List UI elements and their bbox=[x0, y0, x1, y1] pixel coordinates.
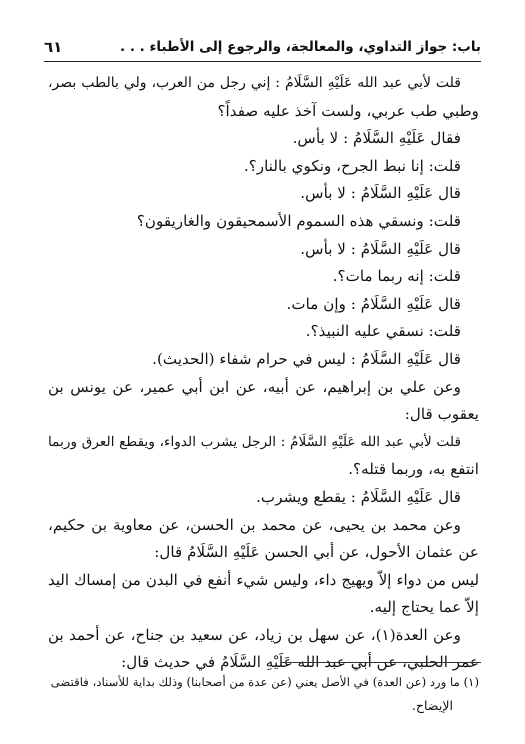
text-line: قلت: إنا نبط الجرح، ونكوي بالنار؟. bbox=[243, 156, 461, 175]
footnote bbox=[44, 670, 479, 718]
text-line: يعقوب قال: bbox=[404, 405, 479, 424]
text-line: ليس من دواء إلاّ ويهيج داء، وليس شيء أنفع في البدن من إمساك اليد bbox=[48, 570, 479, 589]
header-divider bbox=[44, 61, 481, 62]
text-line: قلت: ونسقي هذه السموم الأسمحيقون والغاريقون؟ bbox=[136, 211, 461, 230]
footnote-line: الإيضاح. bbox=[411, 698, 453, 713]
text-line: قلت: نسقي عليه النبيذ؟. bbox=[305, 322, 461, 341]
text-line: عمر الحلبي، عن أبي عبد الله عَلَيْهِ السَّلَامُ في حديث قال: bbox=[121, 653, 479, 672]
text-line: قال عَلَيْهِ السَّلَامُ : وإن مات. bbox=[286, 294, 461, 313]
text-line: وطبي طب عربي، ولست آخذ عليه صفداً؟ bbox=[217, 101, 479, 120]
running-header bbox=[44, 36, 481, 58]
page-number: ٦١ bbox=[44, 38, 63, 56]
chapter-title: باب: جواز التداوي، والمعالجة، والرجوع إلى الأطباء . . . bbox=[120, 39, 481, 55]
text-line: قلت: إنه ربما مات؟. bbox=[332, 267, 461, 286]
text-line: قال عَلَيْهِ السَّلَامُ : ليس في حرام شفاء (الحديث). bbox=[152, 349, 461, 368]
body-text bbox=[48, 70, 479, 677]
text-line: عن عثمان الأحول، عن أبي الحسن عَلَيْهِ السَّلَامُ قال: bbox=[154, 543, 479, 562]
text-line: وعن علي بن إبراهيم، عن أبيه، عن ابن أبي عمير، عن يونس بن bbox=[48, 377, 461, 396]
text-line: انتفع به، وربما قتله؟. bbox=[348, 460, 479, 479]
text-line: قال عَلَيْهِ السَّلَامُ : يقطع ويشرب. bbox=[256, 487, 461, 506]
text-line: وعن العدة(١)، عن سهل بن زياد، عن سعيد بن جناح، عن أحمد بن bbox=[48, 625, 461, 644]
text-line: قلت لأبي عبد الله عَلَيْهِ السَّلَامُ : إني رجل من العرب، ولي بالطب بصر، bbox=[48, 75, 461, 91]
text-line: قلت لأبي عبد الله عَلَيْهِ السَّلَامُ : الرجل يشرب الدواء، ويقطع العرق وربما bbox=[48, 433, 461, 450]
text-line: وعن محمد بن يحيى، عن محمد بن الحسن، عن معاوية بن حكيم، bbox=[48, 515, 461, 534]
footnote-divider bbox=[281, 662, 481, 663]
text-line: إلاّ عما يحتاج إليه. bbox=[369, 598, 479, 617]
text-line: فقال عَلَيْهِ السَّلَامُ : لا بأس. bbox=[292, 129, 461, 148]
text-line: قال عَلَيْهِ السَّلَامُ : لا بأس. bbox=[300, 184, 461, 203]
text-line: قال عَلَيْهِ السَّلَامُ : لا بأس. bbox=[300, 239, 461, 258]
footnote-line: (١) ما ورد (عن العدة) في الأصل يعني (عن عدة من أصحابنا) وذلك بداية للأسناد، فاقتضى bbox=[50, 675, 479, 689]
